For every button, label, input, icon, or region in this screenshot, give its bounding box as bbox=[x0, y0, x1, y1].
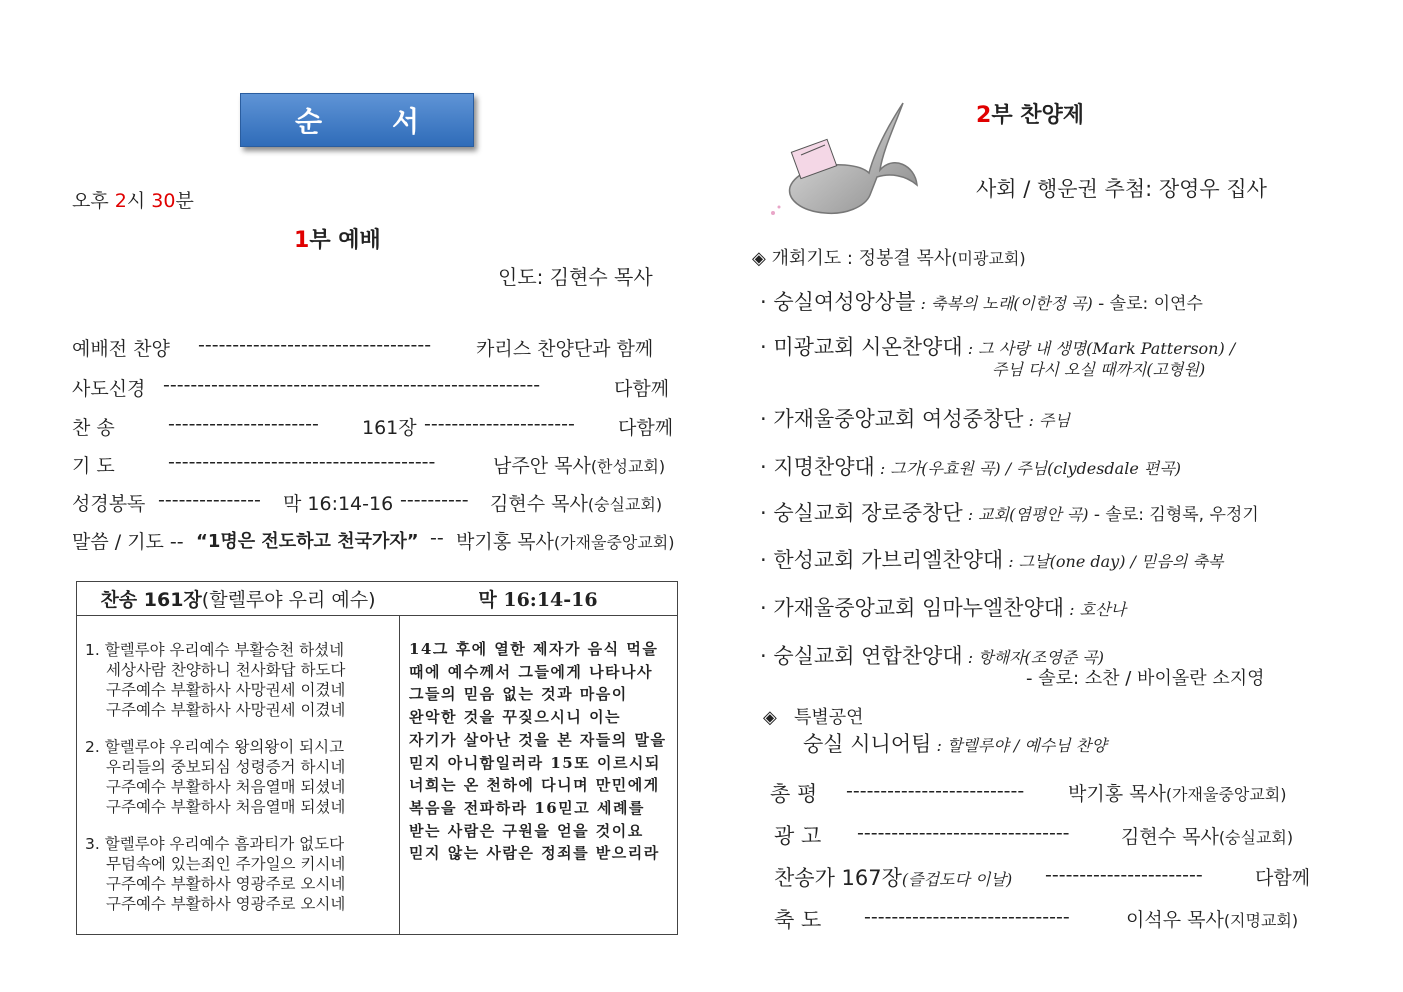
row-church: (가재울중앙교회) bbox=[1165, 785, 1287, 804]
time-hour-unit: 시 bbox=[126, 190, 152, 212]
song-list-continued: 주님 다시 오실 때까지(고형원) bbox=[992, 360, 1206, 379]
verse-line: 우리들의 중보되심 성령증거 하시네 bbox=[106, 758, 346, 776]
song-list: : 호산나 bbox=[1064, 600, 1126, 619]
row-person: 이석우 목사 bbox=[1126, 909, 1224, 931]
performance-item: · 지명찬양대 : 그가(우효원 곡) / 주님(clydesdale 편곡) bbox=[760, 455, 1182, 479]
row-dashes: ---------------------------------- bbox=[198, 334, 432, 356]
scripture-text: 14그 후에 열한 제자가 음식 먹을 때에 예수께서 그들에게 나타나사 그들의 믿음 없는 것과 마음이 완악한 것을 꾸짖으시니 이는 자기가 살아난 것을 본 자들의 말을 믿지 아니함일러라 15또 이르시되 너희는 온 천하에 다니며 만민에게 복음을 전파하라 16믿고 세례를 받는 사람은 구원을 얻을 것이요 믿지 않는 사람은 정죄를 받으리라 bbox=[409, 640, 667, 863]
row-dashes: -------------------------- bbox=[846, 780, 1025, 802]
opening-prayer-label: 개회기도 : 정봉결 목사 bbox=[771, 248, 952, 269]
soloist: - 솔로: 이연수 bbox=[1092, 294, 1203, 314]
performance-item: · 숭실교회 장로중창단 : 교회(염평안 곡) - 솔로: 김형록, 우정기 bbox=[760, 501, 1259, 525]
program-row bbox=[72, 413, 115, 440]
hymn-table bbox=[76, 581, 678, 935]
song-list: : 항해자(조영준 곡) bbox=[962, 648, 1104, 667]
program-row bbox=[72, 489, 145, 516]
closing-label: 총 평 bbox=[770, 782, 818, 806]
row-label: 찬 송 bbox=[72, 417, 115, 439]
row-right: 다함께 bbox=[1255, 867, 1311, 889]
row-dashes: ---------------------- bbox=[168, 413, 319, 435]
row-dashes: ------------------------------ bbox=[864, 906, 1070, 928]
time-prefix: 오후 bbox=[72, 190, 115, 212]
host: 사회 / 행운권 추첨: 장영우 집사 bbox=[976, 177, 1267, 201]
part1-num: 1 bbox=[294, 228, 310, 253]
verse-line: 세상사람 찬양하니 천사화답 하도다 bbox=[106, 661, 346, 679]
row-right bbox=[1126, 905, 1298, 932]
verse-line: 구주예수 부활하사 영광주로 오시네 bbox=[106, 875, 346, 893]
row-church: (가재울중앙교회) bbox=[553, 533, 675, 552]
hymn-number: 찬송 161장 bbox=[100, 589, 202, 611]
program-row bbox=[72, 527, 184, 554]
hymn-title: (즐겁도다 이날) bbox=[901, 870, 1013, 889]
performance-item: · 숭실여성앙상블 : 축복의 노래(이한정 곡) - 솔로: 이연수 bbox=[760, 290, 1203, 314]
verse-line: 3. 할렐루야 우리예수 흠과티가 없도다 bbox=[85, 835, 345, 853]
row-church: (지명교회) bbox=[1223, 911, 1299, 930]
choir-name: 한성교회 가브리엘찬양대 bbox=[773, 548, 1004, 572]
program-row bbox=[72, 334, 170, 361]
time-hour: 2 bbox=[114, 190, 127, 212]
choir-name: 가재울중앙교회 임마누엘찬양대 bbox=[773, 596, 1065, 620]
row-dashes: ------------------------------------------------------- bbox=[163, 374, 541, 396]
performance-item: · 숭실교회 연합찬양대 : 항해자(조영준 곡) bbox=[760, 644, 1104, 668]
hymn-header bbox=[77, 582, 400, 616]
row-label: 예배전 찬양 bbox=[72, 338, 170, 360]
part2-num: 2 bbox=[976, 103, 992, 128]
row-dashes: --------------- bbox=[158, 489, 261, 511]
row-dashes: -- bbox=[430, 527, 444, 549]
page-title: 순서 bbox=[294, 105, 490, 138]
choir-name: 지명찬양대 bbox=[773, 455, 875, 479]
closing-label: 광 고 bbox=[774, 824, 822, 848]
row-right: 카리스 찬양단과 함께 bbox=[476, 338, 654, 360]
song-list: : 주님 bbox=[1023, 411, 1070, 430]
hymn-verse bbox=[85, 737, 345, 817]
song-list: : 그 사랑 내 생명(Mark Patterson) / bbox=[962, 339, 1236, 358]
part1-title bbox=[294, 223, 381, 254]
opening-prayer-church: (미광교회) bbox=[951, 249, 1026, 268]
row-dashes: ---------- bbox=[400, 489, 469, 511]
row-right: 다함께 bbox=[618, 417, 674, 439]
row-person: 김현수 목사 bbox=[1121, 826, 1219, 848]
closing-label: 찬송가 167장 bbox=[774, 866, 902, 890]
part2-title bbox=[976, 98, 1084, 129]
part1-leader: 인도: 김현수 목사 bbox=[498, 265, 653, 289]
program-row bbox=[72, 451, 115, 478]
row-church: (숭실교회) bbox=[587, 495, 663, 514]
row-person: 박기홍 목사 bbox=[456, 531, 554, 553]
choir-name: 숭실교회 장로중창단 bbox=[773, 501, 963, 525]
row-label: 성경봉독 bbox=[72, 493, 146, 515]
row-dashes: --------------------------------------- bbox=[168, 451, 436, 473]
verse-line: 구주예수 부활하사 영광주로 오시네 bbox=[106, 895, 346, 913]
choir-name: 미광교회 시온찬양대 bbox=[773, 335, 963, 359]
row-person: 김현수 목사 bbox=[490, 493, 588, 515]
song-list: : 그날(one day) / 믿음의 축복 bbox=[1003, 552, 1224, 571]
special-performance-heading bbox=[763, 703, 864, 729]
music-note-icon bbox=[765, 95, 925, 225]
soloist: - 솔로: 소찬 / 바이올란 소지영 bbox=[1026, 668, 1265, 689]
choir-name: 숭실여성앙상블 bbox=[773, 290, 916, 314]
special-performance bbox=[803, 728, 1107, 758]
row-right: 다함께 bbox=[614, 378, 670, 400]
closing-label: 축 도 bbox=[774, 908, 822, 932]
song-list: : 할렐루야 / 예수님 찬양 bbox=[931, 736, 1107, 755]
verse-line: 2. 할렐루야 우리예수 왕의왕이 되시고 bbox=[85, 738, 345, 756]
diamond-bullet-icon: ◈ bbox=[752, 248, 766, 269]
row-mid: 161장 bbox=[362, 417, 417, 439]
song-list: : 그가(우효원 곡) / 주님(clydesdale 편곡) bbox=[874, 459, 1182, 478]
row-church: (한성교회) bbox=[590, 457, 666, 476]
row-mid: 막 16:14-16 bbox=[283, 493, 394, 515]
row-right bbox=[456, 527, 675, 554]
time-minute-unit: 분 bbox=[175, 190, 194, 212]
row-label: 사도신경 bbox=[72, 378, 146, 400]
row-dashes: ----------------------- bbox=[1045, 864, 1203, 886]
row-dashes: ---------------------- bbox=[424, 413, 575, 435]
verse-line: 구주예수 부활하사 사망권세 이겼네 bbox=[106, 681, 346, 699]
row-label: 기 도 bbox=[72, 455, 115, 477]
part2-text: 부 찬양제 bbox=[991, 103, 1084, 128]
row-right bbox=[493, 451, 665, 478]
choir-name: 숭실교회 연합찬양대 bbox=[773, 644, 963, 668]
choir-name: 가재울중앙교회 여성중창단 bbox=[773, 407, 1024, 431]
column-divider bbox=[399, 615, 400, 934]
performance-item: · 한성교회 가브리엘찬양대 : 그날(one day) / 믿음의 축복 bbox=[760, 548, 1224, 572]
verse-line: 1. 할렐루야 우리예수 부활승천 하셨네 bbox=[85, 641, 345, 659]
program-row bbox=[72, 374, 145, 401]
opening-prayer bbox=[752, 244, 1026, 270]
song-list: : 축복의 노래(이한정 곡) bbox=[915, 294, 1093, 313]
row-label: 말씀 / 기도 -- bbox=[72, 531, 184, 553]
special-label: 특별공연 bbox=[794, 707, 864, 728]
title-banner bbox=[240, 93, 490, 147]
diamond-bullet-icon: ◈ bbox=[763, 707, 777, 728]
verse-line: 무덤속에 있는죄인 주가일으 키시네 bbox=[106, 855, 346, 873]
soloist: - 솔로: 김형록, 우정기 bbox=[1088, 505, 1259, 525]
row-church: (숭실교회) bbox=[1218, 828, 1294, 847]
time-minute: 30 bbox=[151, 190, 176, 212]
part1-text: 부 예배 bbox=[309, 228, 381, 253]
team-name: 숭실 시니어팀 bbox=[803, 732, 932, 756]
row-right bbox=[1121, 822, 1293, 849]
scripture-header: 막 16:14-16 bbox=[399, 582, 677, 616]
song-list: : 교회(염평안 곡) bbox=[962, 505, 1089, 524]
row-person: 남주안 목사 bbox=[493, 455, 591, 477]
row-right bbox=[490, 489, 662, 516]
row-person: 박기홍 목사 bbox=[1068, 783, 1166, 805]
performance-item: · 가재울중앙교회 임마누엘찬양대 : 호산나 bbox=[760, 596, 1126, 620]
closing-row bbox=[774, 862, 1012, 892]
row-dashes: ------------------------------- bbox=[857, 822, 1070, 844]
verse-line: 구주예수 부활하사 사망권세 이겼네 bbox=[106, 701, 346, 719]
hymn-name: (할렐루야 우리 예수) bbox=[201, 589, 376, 611]
service-time bbox=[72, 186, 194, 213]
hymn-verse bbox=[85, 834, 345, 914]
verse-line: 구주예수 부활하사 처음열매 되셨네 bbox=[106, 798, 346, 816]
performance-item: · 미광교회 시온찬양대 : 그 사랑 내 생명(Mark Patterson) / bbox=[760, 335, 1236, 359]
row-right bbox=[1068, 779, 1287, 806]
performance-item: · 가재울중앙교회 여성중창단 : 주님 bbox=[760, 407, 1070, 431]
hymn-verse bbox=[85, 640, 345, 720]
verse-line: 구주예수 부활하사 처음열매 되셨네 bbox=[106, 778, 346, 796]
sermon-title: “1명은 전도하고 천국가자” bbox=[196, 531, 419, 552]
